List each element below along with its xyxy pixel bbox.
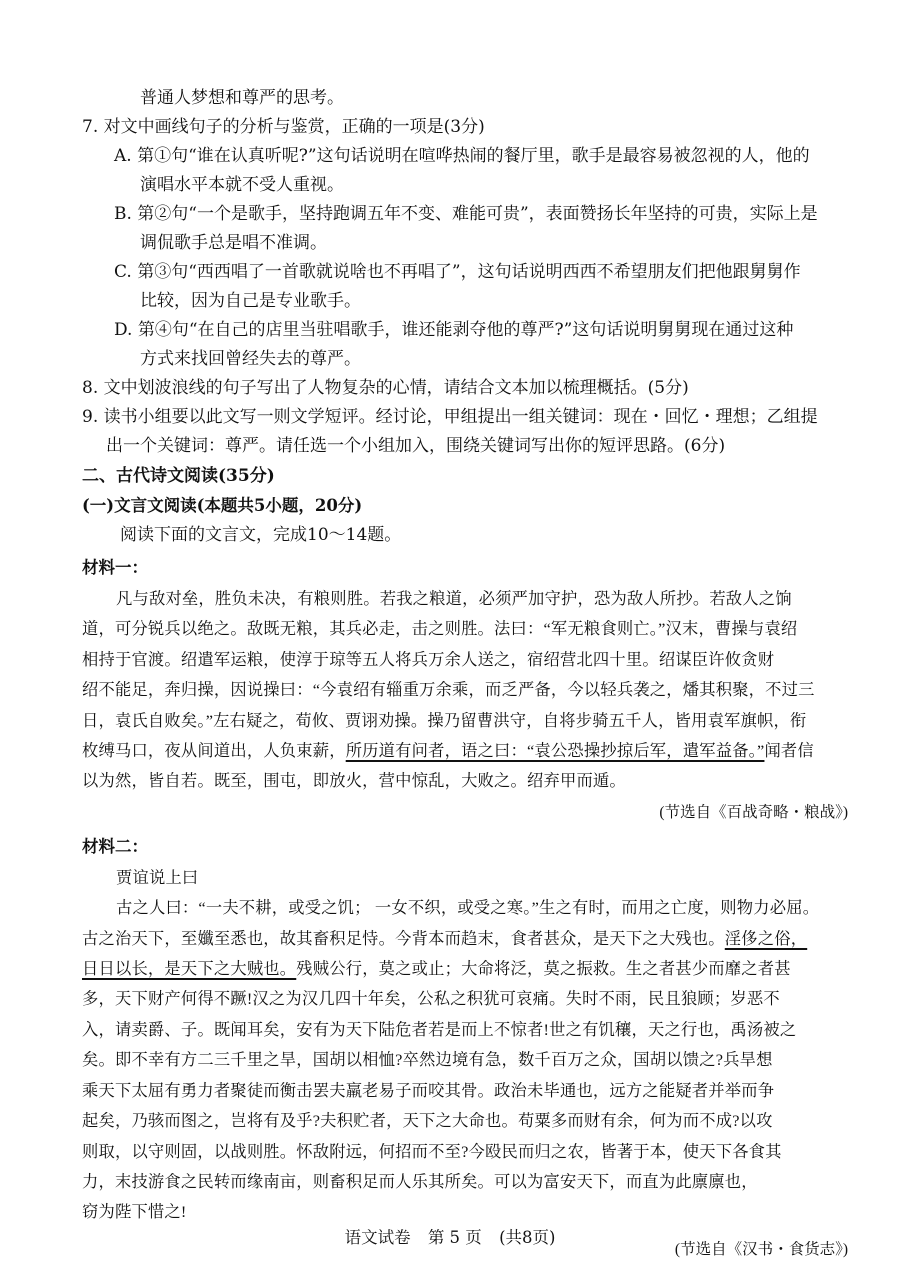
material-1-label: 材料一： bbox=[82, 558, 148, 577]
subsection-title: (一)文言文阅读(本题共5小题，20分) bbox=[82, 496, 363, 515]
passage-line: 以为然，皆自若。既至，围屯，即放火，营中惊乱，大败之。绍弃甲而遁。 bbox=[82, 771, 626, 791]
passage-line: 入，请卖爵、子。既闻耳矣，安有为天下陆危者若是而上不惊者!世之有饥穰，天之行也，禹汤被之 bbox=[82, 1019, 797, 1039]
passage-line: 起矣，乃骇而图之，岂将有及乎?夫积贮者，天下之大命也。苟粟多而财有余，何为而不成?以攻 bbox=[82, 1111, 773, 1131]
material-2-source: (节选自《汉书・食货志》) bbox=[674, 1240, 848, 1258]
material-2-label: 材料二： bbox=[82, 836, 148, 856]
passage-line: 则取，以守则固，以战则胜。怀敌附远，何招而不至?今殴民而归之农，皆著于本，使天下各食其 bbox=[82, 1141, 782, 1161]
passage-line: 矣。即不幸有方二三千里之旱，国胡以相恤?卒然边境有急，数千百万之众，国胡以馈之?兵旱想 bbox=[82, 1050, 773, 1070]
passage-text: 残贼公行，莫之或止；大命将泛，莫之振救。生之者甚少而靡之者甚 bbox=[296, 959, 791, 979]
page-footer bbox=[0, 1224, 900, 1248]
passage-line bbox=[82, 924, 848, 954]
section-title: 二、古代诗文阅读(35分) bbox=[82, 466, 275, 486]
option-a: A. 第①句“谁在认真听呢?”这句话说明在喧哗热闹的餐厅里，歌手是最容易被忽视的人，他的 bbox=[114, 146, 810, 166]
passage-line: 绍不能足，奔归操，因说操曰：“今袁绍有辎重万余乘，而乏严备，今以轻兵袭之，燔其积聚，不过三 bbox=[82, 680, 815, 700]
passage-line: 乘天下太屈有勇力者聚徒而衡击罢夫羸老易子而咬其骨。政治未毕通也，远方之能疑者并举而争 bbox=[82, 1080, 775, 1100]
passage-line: 古之人曰：“一夫不耕，或受之饥； 一女不织，或受之寒。”生之有时，而用之亡度，则物力必屈。 bbox=[116, 898, 820, 918]
passage-text: 古之治天下，至孅至悉也，故其畜积足恃。今背本而趋末，食者甚众，是天下之大残也。 bbox=[82, 928, 725, 948]
passage-line: 多，天下财产何得不蹶!汉之为汉几四十年矣，公私之积犹可哀痛。失时不雨，民且狼顾；岁恶不 bbox=[82, 989, 780, 1009]
footer-total-pages: (共8页) bbox=[499, 1228, 556, 1247]
passage-line bbox=[82, 736, 848, 766]
footer-page-number: 第 5 页 bbox=[427, 1228, 482, 1247]
underlined-sentence: 日日以长，是天下之大贼也。 bbox=[82, 959, 297, 979]
footer-subject: 语文试卷 bbox=[344, 1228, 411, 1247]
option-d: D. 第④句“在自己的店里当驻唱歌手，谁还能剥夺他的尊严?”这句话说明舅舅现在通过这种 bbox=[114, 320, 794, 340]
option-d-cont: 方式来找回曾经失去的尊严。 bbox=[140, 349, 361, 369]
question-8: 8. 文中划波浪线的句子写出了人物复杂的心情，请结合文本加以梳理概括。(5分) bbox=[82, 378, 689, 398]
passage-line: 相持于官渡。绍遣军运粮，使淳于琼等五人将兵万余人送之，宿绍营北四十里。绍谋臣许攸贪财 bbox=[82, 649, 775, 669]
option-b: B. 第②句“一个是歌手，坚持跑调五年不变、难能可贵”，表面赞扬长年坚持的可贵，实际上是 bbox=[114, 204, 818, 224]
passage-line: 凡与敌对垒，胜负未决，有粮则胜。若我之粮道，必须严加守护，恐为敌人所抄。若敌人之饷 bbox=[116, 589, 792, 608]
underlined-sentence: 所历道有问者，语之曰：“袁公恐操抄掠后军，遣军益备。” bbox=[345, 741, 765, 761]
passage-line: 道，可分锐兵以绝之。敌既无粮，其兵必走，击之则胜。法曰：“军无粮食则亡。”汉末，曹操与袁绍 bbox=[82, 619, 798, 639]
passage-line: 窃为陛下惜之! bbox=[82, 1202, 187, 1222]
passage-line: 日，袁氏自败矣。”左右疑之，荀攸、贾诩劝操。操乃留曹洪守，自将步骑五千人，皆用袁军旗帜，衔 bbox=[82, 710, 807, 730]
option-c-cont: 比较，因为自己是专业歌手。 bbox=[140, 291, 361, 311]
passage-text: 闻者信 bbox=[764, 741, 814, 761]
instruction: 阅读下面的文言文，完成10～14题。 bbox=[120, 525, 402, 545]
material-1-source: (节选自《百战奇略・粮战》) bbox=[659, 803, 848, 821]
passage-line: 力，末技游食之民转而缘南亩，则畜积足而人乐其所矣。可以为富安天下，而直为此廪廪也， bbox=[82, 1171, 758, 1191]
passage-intro: 贾谊说上曰 bbox=[116, 867, 199, 887]
option-a-cont: 演唱水平本就不受人重视。 bbox=[140, 175, 344, 195]
passage-text: 枚缚马口，夜从间道出，人负束薪， bbox=[82, 741, 346, 761]
text-line: 普通人梦想和尊严的思考。 bbox=[140, 88, 344, 108]
underlined-sentence: 淫侈之俗， bbox=[724, 928, 808, 948]
question-9: 9. 读书小组要以此文写一则文学短评。经讨论，甲组提出一组关键词：现在・回忆・理想；乙组提 bbox=[82, 407, 818, 427]
option-c: C. 第③句“西西唱了一首歌就说啥也不再唱了”，这句话说明西西不希望朋友们把他跟舅舅作 bbox=[114, 262, 801, 282]
question-7: 7. 对文中画线句子的分析与鉴赏，正确的一项是(3分) bbox=[82, 117, 485, 137]
passage-line bbox=[82, 954, 848, 984]
question-9-cont: 出一个关键词：尊严。请任选一个小组加入，围绕关键词写出你的短评思路。(6分) bbox=[106, 436, 726, 456]
option-b-cont: 调侃歌手总是唱不准调。 bbox=[140, 233, 327, 253]
